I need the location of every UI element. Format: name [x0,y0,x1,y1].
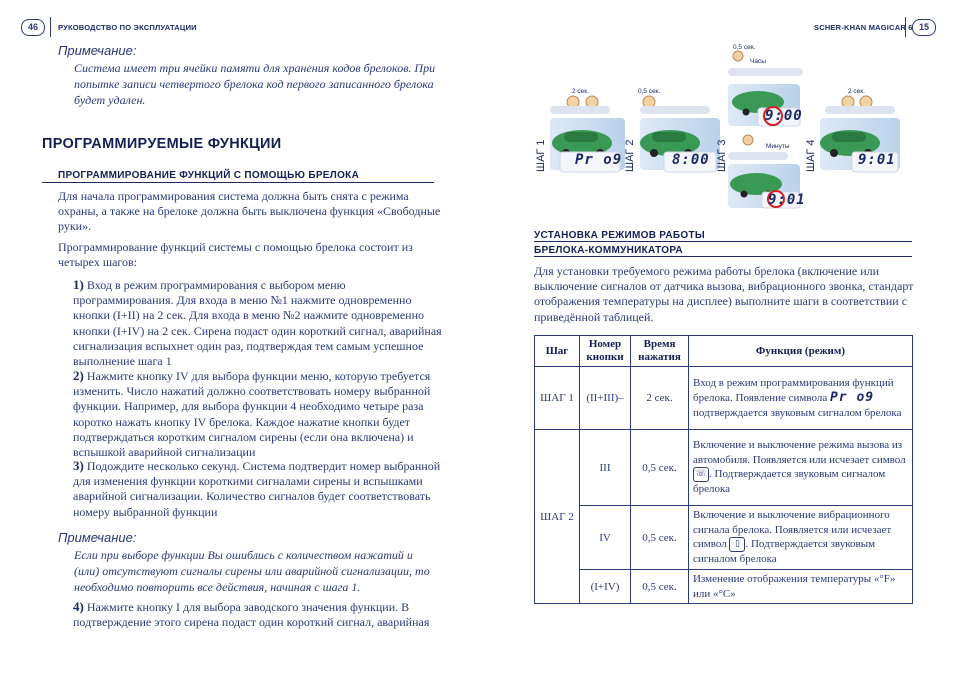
table-row [535,367,913,430]
time-cell: 0,5 сек. [631,570,689,604]
note-text: Если при выборе функции Вы ошиблись с количеством нажатий и (или) отсутствуют сигналы сирены или аварийной сигнализации, то необходимо повторить все действия, начиная с шага 1. [74,548,430,594]
section-rule [534,256,912,257]
step-cell: ШАГ 1 [535,367,580,430]
function-cell: Включение и выключение вибрационного сигнала брелока. Появляется или исчезает символ ▯ . Подтверждается звуковым сигналом брелока [689,506,913,570]
button-cell: III [580,430,631,506]
table-row [535,570,913,604]
illustration-graphics [530,40,920,215]
header-divider [905,17,906,37]
section-rule [534,241,912,242]
page-number-left: 46 [21,19,45,36]
note-heading: Примечание: [58,530,137,545]
time-cell: 2 сек. [631,367,689,430]
page-number-right: 15 [912,19,936,36]
section-title: ПРОГРАММИРУЕМЫЕ ФУНКЦИИ [42,136,282,152]
function-cell: Вход в режим программирования функций брелока. Появление символа Pr o9 подтверждается звуковым сигналом брелока [689,367,913,430]
vibration-icon: ▯ [729,537,745,552]
step-label: ШАГ 1 [535,139,547,172]
subsection-rule [42,182,434,183]
step-label: ШАГ 4 [805,139,817,172]
table-row [535,430,913,506]
time-cell: 0,5 сек. [631,430,689,506]
programming-illustration [530,40,920,215]
step-number: 1) [73,277,84,292]
step-number: 2) [73,368,84,383]
note-heading: Примечание: [58,43,137,58]
step-cell: ШАГ 2 [535,430,580,604]
section-title: УСТАНОВКА РЕЖИМОВ РАБОТЫ [534,230,705,241]
step-number: 4) [73,599,84,614]
lcd-display: 9:00 [765,108,803,124]
minutes-label: Минуты [766,143,790,150]
header-cell: Функция (режим) [689,336,913,367]
lcd-display: Pr o9 [575,152,623,168]
timing-label: 0,5 сек. [638,88,661,95]
intro-paragraph: Программирование функций системы с помощью брелока состоит из четырех шагов: [58,240,413,270]
timing-label: 2 сек. [572,88,589,95]
lcd-symbol: Pr o9 [829,390,875,406]
header-right-title: SCHER-KHAN MAGICAR 6 [814,23,913,32]
button-cell: (I+IV) [580,570,631,604]
step-1: 1) Вход в режим программирования с выбором меню программирования. Для входа в меню №1 нажмите одновременно кнопки (I+II) на 2 сек. Для входа в меню №2 нажмите одновременно кнопки (I+IV) на 2 сек. Сирена подаст один короткий сигнал, аварийная сигнализация вспыхнет один раз, подтверждая тем самым успешное выполнение шага 1 [73,277,442,369]
step-label: ШАГ 3 [716,139,728,172]
header-divider [50,17,51,37]
step-4: 4) Нажмите кнопку I для выбора заводского значения функции. В подтверждение этого сирена подаст один короткий сигнал, аварийная [73,599,430,630]
header-cell: Номер кнопки [580,336,631,367]
lcd-display: 8:00 [672,152,710,168]
step-number: 3) [73,458,84,473]
lcd-display: 9:01 [858,152,896,168]
table-header-row [535,336,913,367]
lcd-display: 9:01 [768,192,806,208]
header-cell: Время нажатия [631,336,689,367]
header-cell: Шаг [535,336,580,367]
step-label: ШАГ 2 [624,139,636,172]
note-text: Система имеет три ячейки памяти для хранения кодов брелоков. При попытке записи четвертого брелока код первого записанного брелока будет удален. [74,61,436,107]
section-title: БРЕЛОКА-КОММУНИКАТОРА [534,245,683,256]
function-cell: Включение и выключение режима вызова из автомобиля. Появляется или исчезает символ ☏ . Подтверждается звуковым сигналом брелока [689,430,913,506]
clock-label: Часы [750,58,766,65]
time-cell: 0,5 сек. [631,506,689,570]
button-cell: (II+III)– [580,367,631,430]
timing-label: 0,5 сек. [733,44,756,51]
intro-paragraph: Для начала программирования система должна быть снята с режима охраны, а также на брелоке должна быть выключена функция «Свободные руки». [58,189,441,234]
intro-paragraph: Для установки требуемого режима работы брелока (включение или выключение сигналов от датчика вызова, вибрационного звонка, стандарт отображения температуры на дисплее) выполните шаги в соответствии с приведённой таблицей. [534,264,914,324]
step-3-panel [728,51,803,208]
function-cell: Изменение отображения температуры «°F» или «°C» [689,570,913,604]
modes-table [534,335,913,604]
button-cell: IV [580,506,631,570]
phone-icon: ☏ [693,467,709,482]
step-3: 3) Подождите несколько секунд. Система подтвердит номер выбранной для изменения функции короткими сигналами сирены и вспышками аварийной сигнализации. Количество сигналов будет соответствовать номеру выбранной функции [73,458,441,519]
table-row [535,506,913,570]
header-left-title: РУКОВОДСТВО ПО ЭКСПЛУАТАЦИИ [58,23,197,32]
step-2: 2) Нажмите кнопку IV для выбора функции меню, которую требуется изменить. Число нажатий должно соответствовать номеру выбранной функции. Например, для выбора функции 4 необходимо четыре раза коротко нажать кнопку IV брелока. Каждое нажатие кнопки будет подтверждаться коротким сигналом сирены (если она включена) и вспышкой аварийной сигнализации [73,368,431,460]
timing-label: 2 сек. [848,88,865,95]
subsection-title: ПРОГРАММИРОВАНИЕ ФУНКЦИЙ С ПОМОЩЬЮ БРЕЛОКА [58,170,360,181]
